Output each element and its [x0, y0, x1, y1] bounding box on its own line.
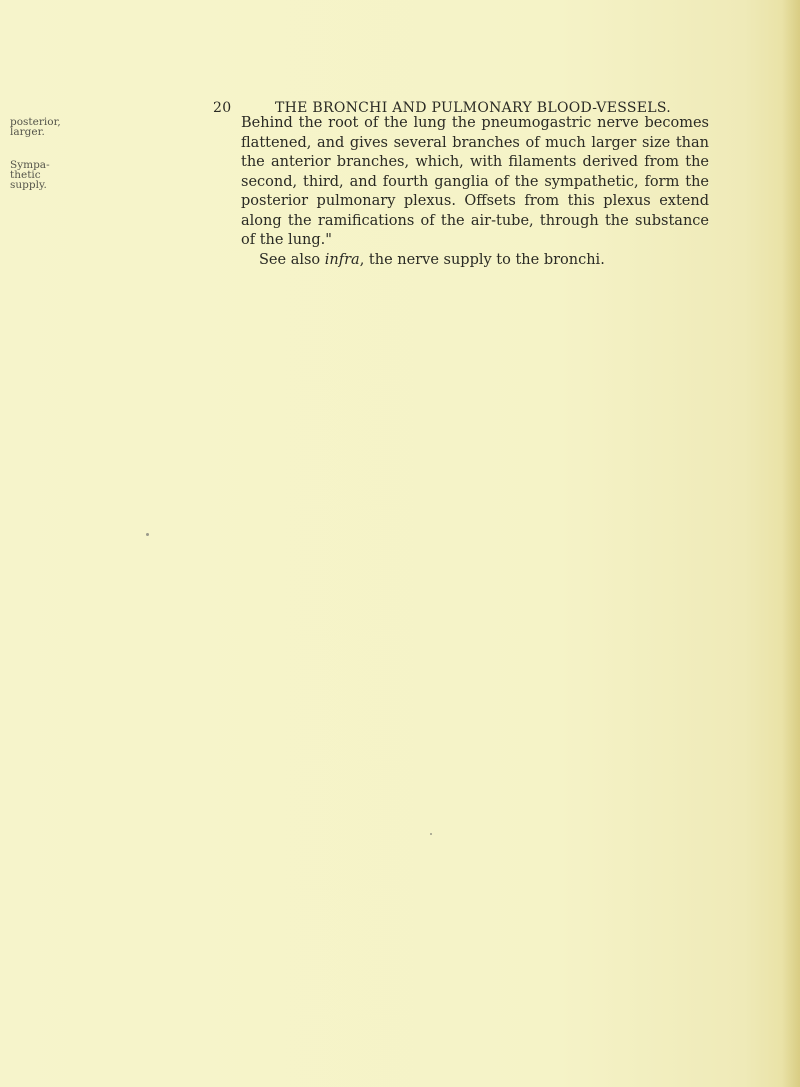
paper-speck: [430, 833, 432, 835]
paper-speck: [146, 533, 149, 536]
margin-note-line: larger.: [10, 126, 45, 138]
body-text: [241, 114, 709, 270]
margin-note-sympathetic: [10, 160, 90, 190]
page-edge-shadow: [782, 0, 800, 1087]
margin-note-line: thetic: [10, 169, 41, 181]
paragraph-see-also: [241, 251, 709, 271]
see-also-italic: infra: [324, 251, 360, 268]
margin-note-line: posterior,: [10, 116, 61, 128]
see-also-prefix: See also: [259, 251, 325, 268]
margin-note-posterior: [10, 117, 90, 137]
see-also-suffix: , the nerve supply to the bronchi.: [359, 251, 605, 268]
page-number: 20: [213, 100, 232, 116]
margin-note-line: Sympa-: [10, 159, 50, 171]
margin-note-line: supply.: [10, 179, 47, 191]
running-title: THE BRONCHI AND PULMONARY BLOOD-VESSELS.: [275, 100, 672, 116]
paragraph-nerve-plexus: Behind the root of the lung the pneumogastric nerve becomes flattened, and gives several branches of much larger size than the anterior branches, which, with filaments derived from the second, third, and fourth ganglia of the sympathetic, form the posterior pulmonary plexus. Offsets from this plexus extend along the ramifications of the air-tube, through the substance of the lung.": [241, 115, 709, 248]
